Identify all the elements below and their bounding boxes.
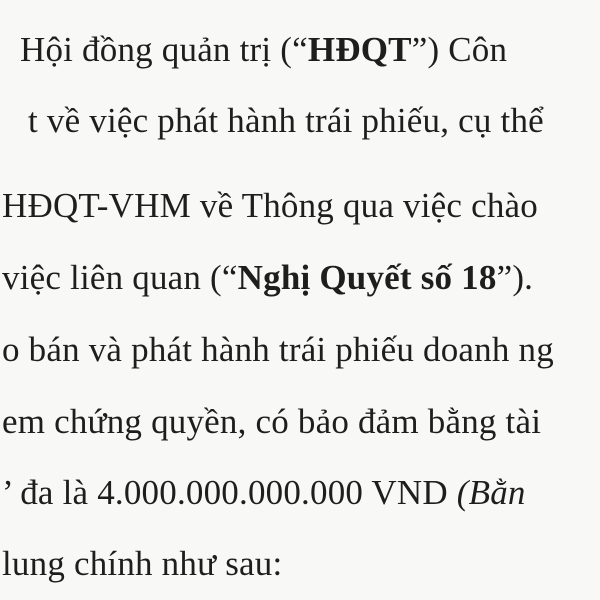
text-line-4 — [2, 258, 533, 298]
abbreviation-hdqt: HĐQT — [307, 30, 412, 69]
text-line-1-part-a: Hội đồng quản trị (“ — [20, 30, 308, 69]
text-line-2: t về việc phát hành trái phiếu, cụ thể — [28, 101, 544, 140]
text-line-4-part-c: ”). — [496, 258, 534, 297]
text-line-6: em chứng quyền, có bảo đảm bằng tài — [2, 402, 542, 441]
text-line-3: HĐQT-VHM về Thông qua việc chào — [2, 186, 538, 225]
text-line-4-part-a: việc liên quan (“ — [2, 258, 238, 297]
text-line-1-part-c: ”) Côn — [411, 30, 508, 69]
text-line-7-part-a: ’ đa là 4.000.000.000.000 VND — [2, 473, 457, 512]
text-line-8: lung chính như sau: — [2, 544, 283, 583]
amount-in-words: (Bằn — [456, 473, 526, 512]
text-line-7 — [2, 473, 526, 513]
text-line-1 — [20, 30, 507, 70]
text-line-5: o bán và phát hành trái phiếu doanh ng — [2, 330, 554, 369]
resolution-name: Nghị Quyết số 18 — [237, 258, 497, 297]
